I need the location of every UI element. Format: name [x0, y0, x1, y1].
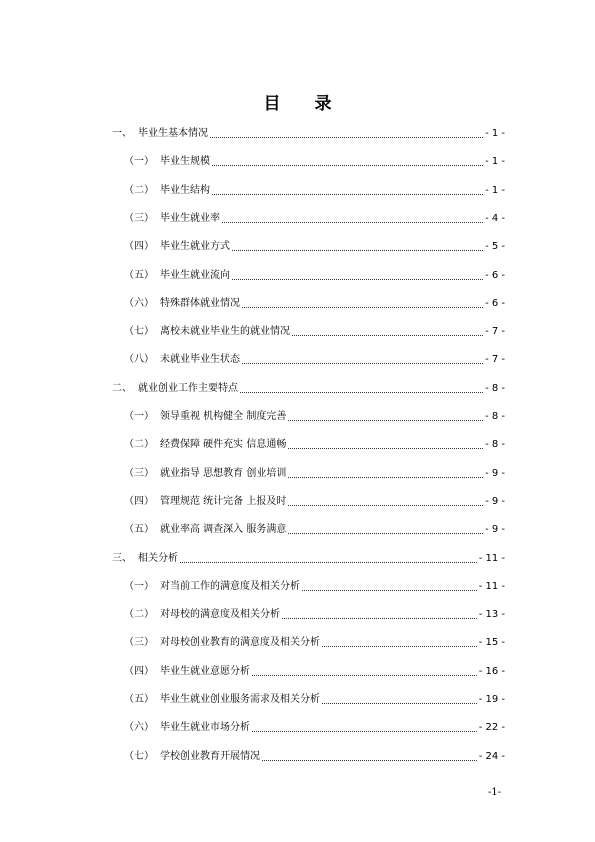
toc-entry-text: 对当前工作的满意度及相关分析 — [160, 580, 300, 592]
toc-entry[interactable] — [124, 577, 507, 593]
toc-entry-text: 毕业生基本情况 — [138, 128, 208, 139]
toc-entry-number: （一） — [124, 156, 154, 168]
dot-leader — [322, 645, 477, 647]
toc-entry[interactable] — [124, 605, 507, 621]
toc-entry-label — [124, 468, 286, 480]
page-number: -1- — [488, 787, 502, 798]
toc-entry-text: 毕业生就业市场分析 — [160, 722, 250, 734]
toc-entry-label — [112, 128, 208, 140]
toc-entry-text: 毕业生就业方式 — [160, 241, 230, 253]
toc-entry-number: （二） — [124, 609, 154, 621]
toc-entry-label — [124, 241, 230, 253]
toc-entry-number: （六） — [124, 297, 154, 309]
toc-entry-label — [112, 383, 238, 395]
toc-entry-page: - 9 - — [485, 495, 505, 507]
toc-entry[interactable] — [112, 549, 507, 565]
toc-entry-text: 就业创业工作主要特点 — [138, 382, 238, 394]
dot-leader — [252, 730, 477, 732]
toc-entry[interactable] — [124, 350, 507, 366]
toc-entry-label — [124, 156, 210, 168]
toc-entry-text: 管理规范 统计完备 上报及时 — [160, 495, 287, 507]
toc-entry[interactable] — [124, 266, 507, 282]
toc-entry[interactable] — [124, 152, 507, 168]
toc-entry-page: - 9 - — [485, 467, 505, 479]
toc-entry-label — [124, 666, 250, 678]
toc-entry[interactable] — [124, 435, 507, 451]
toc-entry[interactable] — [124, 407, 507, 423]
toc-entry-page: - 11 - — [478, 552, 505, 564]
dot-leader — [242, 362, 483, 364]
toc-entry-page: - 13 - — [478, 609, 505, 621]
dot-leader — [288, 447, 483, 449]
toc-entry-number: （六） — [124, 722, 154, 734]
toc-entry-page: - 1 - — [485, 184, 505, 196]
toc-entry-number: （四） — [124, 665, 154, 677]
toc-entry-text: 领导重视 机构健全 制度完善 — [160, 411, 287, 422]
toc-entry[interactable] — [124, 520, 507, 536]
toc-entry-text: 未就业毕业生状态 — [160, 354, 240, 366]
toc-entry-number: （七） — [124, 750, 154, 762]
toc-entry-number: 一、 — [112, 128, 132, 139]
toc-entry-label — [124, 213, 220, 225]
toc-entry-page: - 22 - — [478, 722, 505, 734]
dot-leader — [252, 674, 477, 676]
toc-entry-text: 毕业生就业意愿分析 — [160, 665, 250, 677]
toc-entry-number: （二） — [124, 439, 154, 451]
toc-entry-label — [124, 298, 240, 310]
toc-entry[interactable] — [112, 379, 507, 395]
dot-leader — [210, 136, 483, 138]
toc-entry-label — [124, 722, 250, 734]
dot-leader — [288, 476, 483, 478]
dot-leader — [262, 759, 477, 761]
dot-leader — [232, 278, 483, 280]
dot-leader — [212, 193, 483, 195]
dot-leader — [212, 164, 483, 166]
dot-leader — [232, 249, 483, 251]
toc-entry[interactable] — [124, 181, 507, 197]
toc-entry[interactable] — [124, 690, 507, 706]
toc-entry-page: - 9 - — [485, 524, 505, 536]
toc-entry-text: 学校创业教育开展情况 — [160, 750, 260, 762]
toc-entry[interactable] — [124, 492, 507, 508]
dot-leader — [292, 334, 483, 336]
dot-leader — [302, 589, 477, 591]
toc-entry-page: - 8 - — [485, 382, 505, 394]
toc-entry-label — [124, 326, 290, 338]
dot-leader — [288, 532, 483, 534]
toc-entry-label — [124, 411, 286, 423]
dot-leader — [322, 702, 477, 704]
toc-entry-text: 就业率高 调查深入 服务满意 — [160, 524, 287, 536]
toc-entry-page: - 5 - — [485, 241, 505, 253]
toc-entry-number: 二、 — [112, 382, 132, 394]
toc-entry-text: 毕业生就业创业服务需求及相关分析 — [160, 694, 320, 705]
toc-entry-page: - 6 - — [485, 269, 505, 281]
toc-entry-label — [124, 637, 320, 649]
toc-entry-page: - 11 - — [478, 580, 505, 592]
toc-entry-number: （四） — [124, 241, 154, 253]
toc-entry-number: （二） — [124, 184, 154, 196]
toc-entry[interactable] — [124, 718, 507, 734]
toc-entry-number: （五） — [124, 269, 154, 281]
toc-entry[interactable] — [124, 747, 507, 763]
toc-entry-number: （三） — [124, 467, 154, 479]
toc-entry-text: 毕业生结构 — [160, 184, 210, 196]
toc-entry-text: 毕业生就业流向 — [160, 269, 230, 281]
toc-entry[interactable] — [124, 294, 507, 310]
toc-entry-text: 经费保障 硬件充实 信息通畅 — [160, 439, 287, 451]
toc-entry-number: 三、 — [112, 552, 132, 564]
toc-entry-number: （四） — [124, 495, 154, 507]
toc-entry-number: （一） — [124, 411, 154, 422]
toc-entry-page: - 4 - — [485, 212, 505, 224]
toc-entry-number: （五） — [124, 524, 154, 536]
toc-entry-number: （一） — [124, 580, 154, 592]
toc-entry-text: 对母校创业教育的满意度及相关分析 — [160, 637, 320, 649]
toc-entry-label — [124, 581, 300, 593]
toc-entry[interactable] — [124, 209, 507, 225]
toc-entry-page: - 7 - — [485, 354, 505, 366]
toc-entry-label — [124, 524, 286, 536]
toc-entry[interactable] — [124, 464, 507, 480]
toc-entry-label — [124, 751, 260, 763]
toc-entry-page: - 8 - — [485, 439, 505, 451]
dot-leader — [288, 419, 483, 421]
toc-entry-label — [124, 694, 320, 706]
toc-entry-label — [124, 270, 230, 282]
toc-title: 目 录 — [263, 94, 346, 114]
toc-entry-page: - 8 - — [485, 411, 505, 422]
toc-entry-text: 离校未就业毕业生的就业情况 — [160, 326, 290, 338]
dot-leader — [242, 306, 483, 308]
toc-entry-label — [124, 439, 286, 451]
toc-entry-text: 毕业生就业率 — [160, 212, 220, 224]
toc-entry[interactable] — [124, 322, 507, 338]
toc-entry-number: （五） — [124, 694, 154, 705]
dot-leader — [288, 504, 483, 506]
toc-entry[interactable] — [124, 662, 507, 678]
toc-entry[interactable] — [124, 633, 507, 649]
toc-entry-number: （三） — [124, 637, 154, 649]
toc-entry-label — [124, 185, 210, 197]
toc-entry-label — [124, 496, 286, 508]
toc-entry-page: - 19 - — [478, 694, 505, 705]
toc-entry-text: 特殊群体就业情况 — [160, 297, 240, 309]
toc-entry-number: （八） — [124, 354, 154, 366]
dot-leader — [282, 617, 477, 619]
toc-entry-text: 相关分析 — [138, 552, 178, 564]
toc-entry-page: - 24 - — [478, 750, 505, 762]
toc-entry-page: - 16 - — [478, 665, 505, 677]
toc-entry[interactable] — [112, 124, 507, 140]
toc-entry-page: - 15 - — [478, 637, 505, 649]
toc-entry-page: - 1 - — [485, 156, 505, 168]
toc-entry-text: 毕业生规模 — [160, 156, 210, 168]
toc-entry-number: （三） — [124, 212, 154, 224]
toc-entry-text: 对母校的满意度及相关分析 — [160, 609, 280, 621]
toc-entry[interactable] — [124, 237, 507, 253]
toc-entry-page: - 7 - — [485, 326, 505, 338]
dot-leader — [240, 391, 483, 393]
dot-leader — [180, 561, 477, 563]
toc-entry-label — [124, 354, 240, 366]
dot-leader — [222, 221, 483, 223]
toc-entry-text: 就业指导 思想教育 创业培训 — [160, 467, 287, 479]
toc-entry-label — [124, 609, 280, 621]
toc-entry-page: - 1 - — [485, 128, 505, 139]
toc-entry-number: （七） — [124, 326, 154, 338]
toc-entry-label — [112, 553, 178, 565]
toc-entry-page: - 6 - — [485, 297, 505, 309]
